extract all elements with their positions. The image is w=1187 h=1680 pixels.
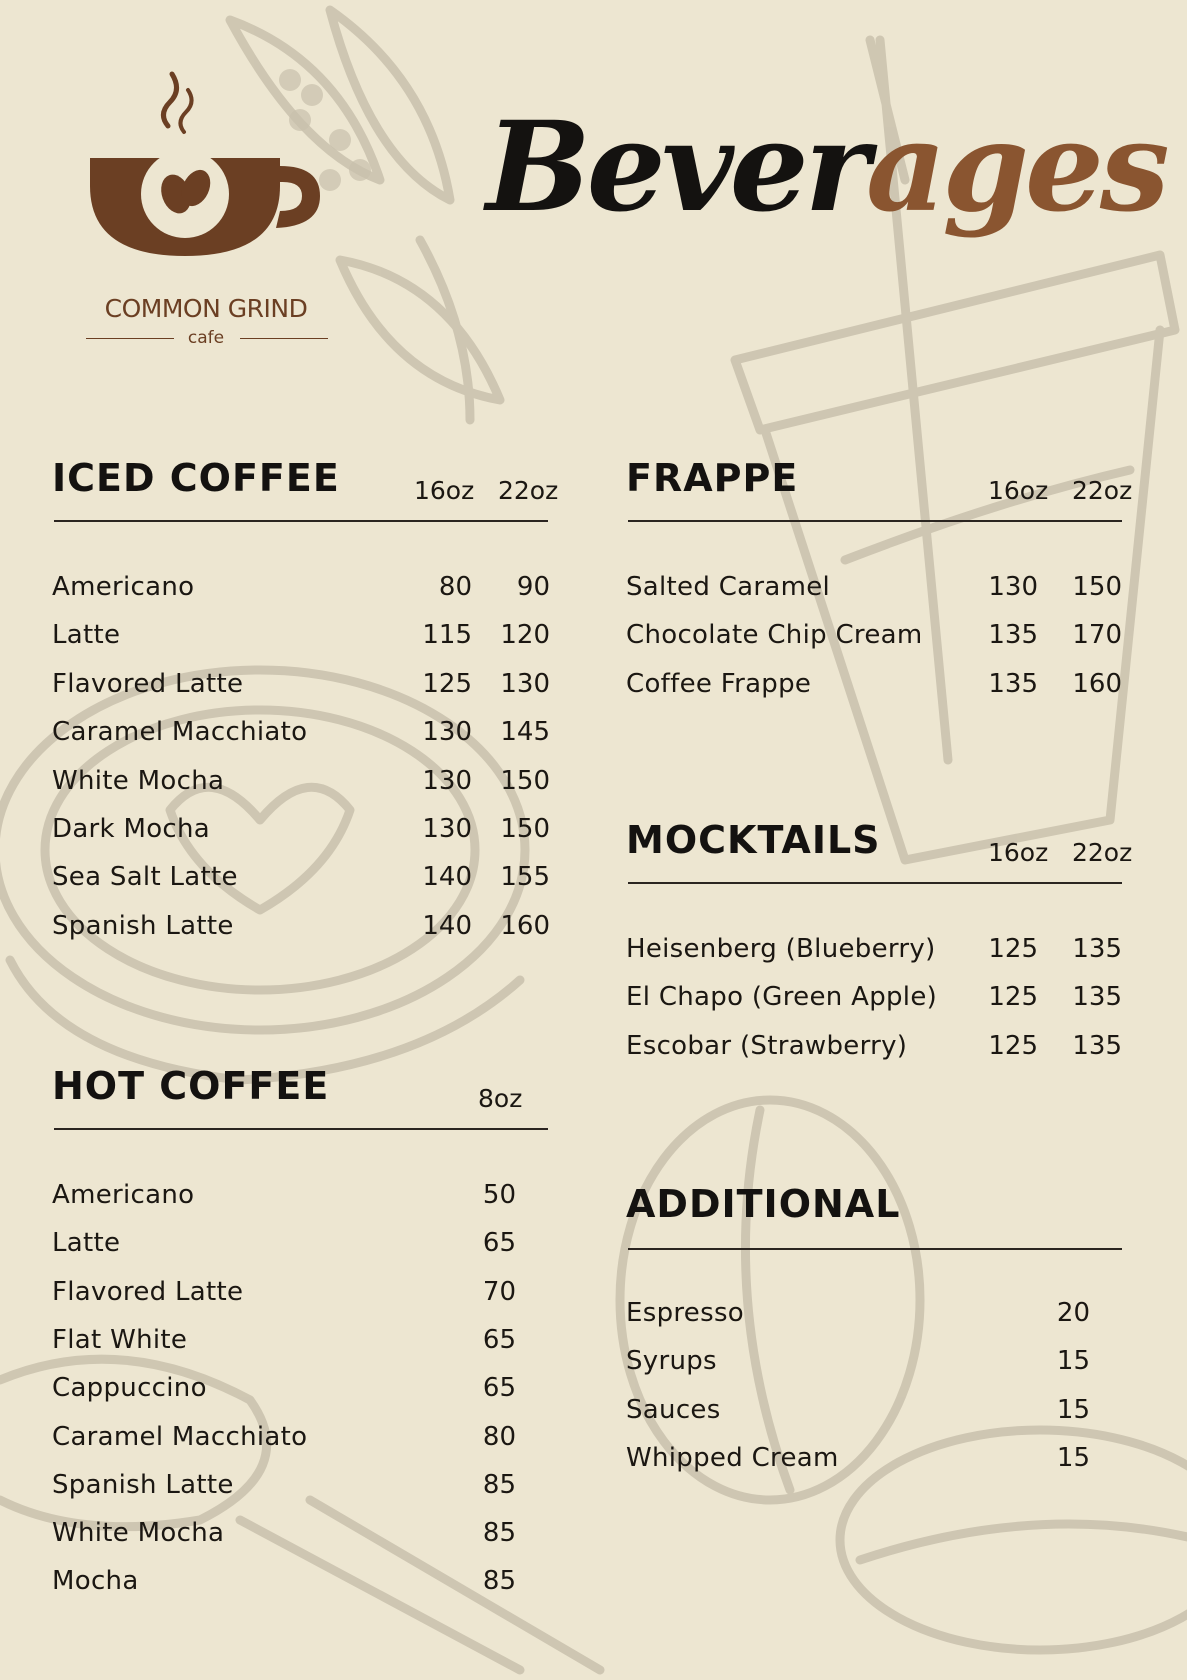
item-price-8oz: 70 — [482, 1277, 516, 1307]
item-price-22oz: 135 — [1072, 934, 1122, 964]
section-title: HOT COFFEE — [52, 1064, 330, 1108]
size-header-22oz: 22oz — [498, 476, 559, 505]
item-name: Coffee Frappe — [626, 669, 812, 699]
item-price-16oz: 140 — [422, 911, 472, 941]
size-header-16oz: 16oz — [414, 476, 475, 505]
item-name: Caramel Macchiato — [52, 1422, 308, 1452]
section-title: MOCKTAILS — [626, 818, 881, 862]
item-price: 15 — [1056, 1443, 1090, 1473]
frappe-section — [626, 456, 1146, 716]
section-divider — [628, 1248, 1122, 1250]
section-title: ADDITIONAL — [626, 1182, 901, 1226]
item-name: Flavored Latte — [52, 669, 244, 699]
item-price-22oz: 90 — [516, 572, 550, 602]
item-price-22oz: 170 — [1072, 620, 1122, 650]
item-price-16oz: 130 — [422, 766, 472, 796]
size-header-22oz: 22oz — [1072, 476, 1133, 505]
title-part-2: ages — [865, 95, 1166, 240]
item-price-22oz: 150 — [500, 814, 550, 844]
item-name: White Mocha — [52, 766, 225, 796]
item-name: Spanish Latte — [52, 1470, 234, 1500]
item-price-16oz: 135 — [988, 669, 1038, 699]
item-price-16oz: 115 — [422, 620, 472, 650]
item-name: Flat White — [52, 1325, 188, 1355]
item-name: Mocha — [52, 1566, 139, 1596]
item-name: El Chapo (Green Apple) — [626, 982, 938, 1012]
item-price-8oz: 65 — [482, 1325, 516, 1355]
item-price-16oz: 130 — [422, 717, 472, 747]
item-name: Americano — [52, 572, 195, 602]
item-price-22oz: 160 — [500, 911, 550, 941]
item-price-22oz: 135 — [1072, 1031, 1122, 1061]
item-price-16oz: 130 — [988, 572, 1038, 602]
item-name: Chocolate Chip Cream — [626, 620, 923, 650]
item-name: Latte — [52, 1228, 121, 1258]
item-name: Dark Mocha — [52, 814, 211, 844]
item-price-22oz: 155 — [500, 862, 550, 892]
item-name: Salted Caramel — [626, 572, 831, 602]
section-title: ICED COFFEE — [52, 456, 340, 500]
item-price: 20 — [1056, 1298, 1090, 1328]
hot-coffee-section — [52, 1064, 562, 1604]
item-price-16oz: 125 — [988, 982, 1038, 1012]
item-price-8oz: 85 — [482, 1518, 516, 1548]
item-name: Whipped Cream — [626, 1443, 839, 1473]
brand-name: COMMON GRIND — [104, 294, 308, 323]
item-price-8oz: 65 — [482, 1228, 516, 1258]
item-price-16oz: 125 — [422, 669, 472, 699]
item-price-22oz: 135 — [1072, 982, 1122, 1012]
section-divider — [54, 520, 548, 522]
item-price-16oz: 135 — [988, 620, 1038, 650]
item-price-8oz: 50 — [482, 1180, 516, 1210]
item-price: 15 — [1056, 1346, 1090, 1376]
item-name: Cappuccino — [52, 1373, 207, 1403]
item-price: 15 — [1056, 1395, 1090, 1425]
item-price-8oz: 80 — [482, 1422, 516, 1452]
item-price-22oz: 160 — [1072, 669, 1122, 699]
item-name: Sea Salt Latte — [52, 862, 238, 892]
item-price-22oz: 130 — [500, 669, 550, 699]
item-price-16oz: 125 — [988, 1031, 1038, 1061]
section-divider — [628, 882, 1122, 884]
item-name: Sauces — [626, 1395, 721, 1425]
item-name: Americano — [52, 1180, 195, 1210]
size-header-22oz: 22oz — [1072, 838, 1133, 867]
size-header-16oz: 16oz — [988, 838, 1049, 867]
section-divider — [54, 1128, 548, 1130]
size-header-16oz: 16oz — [988, 476, 1049, 505]
mocktails-section — [626, 818, 1146, 1078]
item-price-22oz: 150 — [1072, 572, 1122, 602]
item-name: Escobar (Strawberry) — [626, 1031, 908, 1061]
additional-section — [626, 1182, 1146, 1482]
page-title — [486, 95, 1166, 240]
item-name: Spanish Latte — [52, 911, 234, 941]
item-name: Caramel Macchiato — [52, 717, 308, 747]
brand-sub: cafe — [187, 328, 225, 348]
section-divider — [628, 520, 1122, 522]
item-price-8oz: 85 — [482, 1566, 516, 1596]
size-header-8oz: 8oz — [478, 1084, 523, 1113]
section-title: FRAPPE — [626, 456, 799, 500]
item-price-8oz: 65 — [482, 1373, 516, 1403]
item-name: Syrups — [626, 1346, 717, 1376]
item-name: White Mocha — [52, 1518, 225, 1548]
item-name: Espresso — [626, 1298, 744, 1328]
item-price-22oz: 120 — [500, 620, 550, 650]
item-price-16oz: 130 — [422, 814, 472, 844]
item-price-22oz: 150 — [500, 766, 550, 796]
item-name: Latte — [52, 620, 121, 650]
title-part-1: Bever — [486, 95, 866, 240]
item-price-8oz: 85 — [482, 1470, 516, 1500]
iced-coffee-section — [52, 456, 562, 946]
item-price-16oz: 125 — [988, 934, 1038, 964]
item-price-16oz: 80 — [438, 572, 472, 602]
item-name: Heisenberg (Blueberry) — [626, 934, 936, 964]
item-name: Flavored Latte — [52, 1277, 244, 1307]
item-price-22oz: 145 — [500, 717, 550, 747]
item-price-16oz: 140 — [422, 862, 472, 892]
